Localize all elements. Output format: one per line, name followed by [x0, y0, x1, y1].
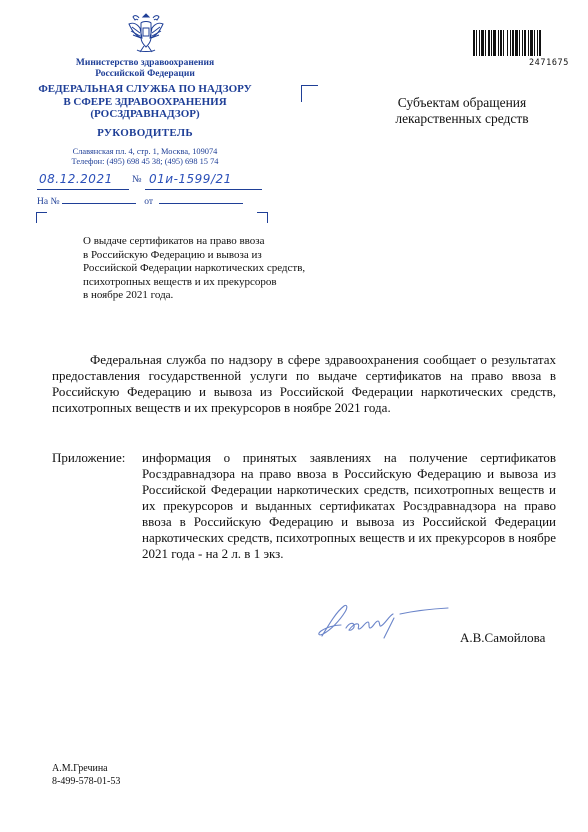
subject-line: в ноябре 2021 года.: [83, 289, 174, 301]
address-line: Славянская пл. 4, стр. 1, Москва, 109074: [72, 147, 218, 156]
body-paragraph: Федеральная служба по надзору в сфере здравоохранения сообщает о результатах предоставления государственной услуги по выдаче сертификатов на право ввоза в Российскую Федерацию и вывоза из Российской Федерации наркотических средств, психотропных веществ и их прекурсоров в ноябре 2021 года.: [52, 352, 556, 415]
recipient: [372, 95, 552, 127]
phone-line: Телефон: (495) 698 45 38; (495) 698 15 74: [71, 157, 219, 166]
executor-block: [52, 762, 120, 788]
reference-line: [37, 194, 243, 207]
agency-line-1: ФЕДЕРАЛЬНАЯ СЛУЖБА ПО НАДЗОРУ: [38, 83, 252, 95]
recipient-line-2: лекарственных средств: [395, 111, 529, 126]
subject-line: О выдаче сертификатов на право ввоза: [83, 235, 265, 247]
subject-line: Российской Федерации наркотических средств,: [83, 262, 306, 274]
ministry-line-2: Российской Федерации: [95, 69, 195, 79]
handwritten-signature: [312, 598, 462, 642]
ministry-line-1: Министерство здравоохранения: [75, 58, 215, 68]
registration-number: 01и-1599/21: [149, 172, 232, 186]
address-block: [20, 147, 270, 167]
recipient-line-1: Субъектам обращения: [397, 95, 527, 110]
state-emblem-icon: [125, 10, 167, 56]
corner-mark-recipient: [301, 85, 318, 102]
ministry-name: [20, 58, 270, 80]
registration-line: [37, 172, 262, 190]
subject-line: психотропных веществ и их прекурсоров: [83, 275, 277, 288]
corner-mark-left: [36, 212, 47, 223]
agency-line-3: (РОСЗДРАВНАДЗОР): [90, 108, 200, 120]
letter-subject: [83, 235, 343, 303]
executor-phone: 8-499-578-01-53: [52, 776, 121, 787]
registration-date: 08.12.2021: [39, 172, 113, 186]
agency-line-2: В СФЕРЕ ЗДРАВООХРАНЕНИЯ: [63, 95, 227, 108]
corner-mark-right: [257, 212, 268, 223]
attachment-text: информация о принятых заявлениях на получение сертификатов Росздравнадзора на право ввоза в Российскую Федерацию и вывоза из Российской Федерации наркотических средств, психотропных веществ и их прекурсоров и выданных сертификатах Росздравнадзора на право ввоза в Российскую Федерацию и вывоза из Российской Федерации наркотических средств, психотропных веществ и их прекурсоров в ноябре 2021 года - на 2 л. в 1 экз.: [142, 450, 556, 561]
barcode: [473, 30, 569, 56]
head-title: РУКОВОДИТЕЛЬ: [97, 127, 193, 139]
signer-name: А.В.Самойлова: [460, 630, 546, 645]
agency-name: [20, 83, 270, 121]
ref-prefix: На №: [37, 197, 60, 207]
ref-from: от: [144, 197, 154, 207]
executor-name: А.М.Гречина: [52, 763, 108, 774]
barcode-number: 2471675: [528, 58, 569, 68]
subject-line: в Российскую Федерацию и вывоза из: [83, 248, 262, 261]
attachment-label: Приложение:: [52, 450, 126, 465]
number-label: №: [132, 174, 142, 185]
